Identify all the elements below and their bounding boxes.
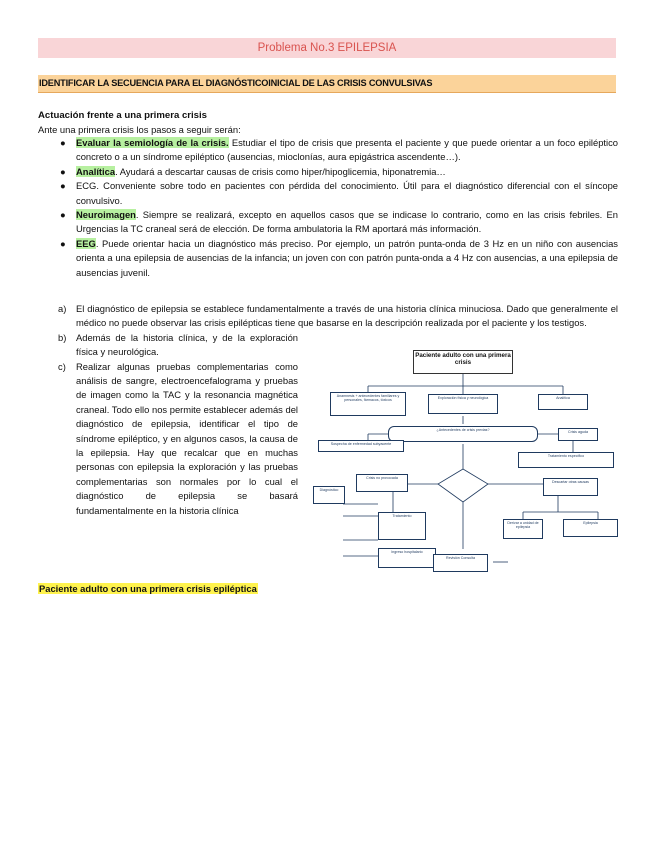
- step-key: Evaluar la semiología de la crisis.: [76, 137, 229, 148]
- flow-box-revision: Revisión Consulta: [433, 554, 488, 572]
- flow-box-crisis-aguda: Crisis aguda: [558, 428, 598, 441]
- list-item: [38, 136, 618, 165]
- step-text: . Ayudará a descartar causas de crisis como hiper/hipoglicemia, hiponatremia…: [115, 165, 446, 177]
- step-text: ECG. Conveniente sobre todo en pacientes con pérdida del conocimiento. Útil para el diagnóstico diferencial con el síncope convulsivo.: [76, 180, 618, 206]
- flow-box-ingreso: Ingreso hospitalario: [378, 548, 436, 568]
- step-key: Analítica: [76, 165, 116, 177]
- list-item: [38, 165, 618, 179]
- subsection-heading: Actuación frente a una primera crisis: [38, 110, 208, 121]
- step-text: . Puede orientar hacia un diagnóstico más preciso. Por ejemplo, un patrón punta-onda de 3 Hz en un niño con ausencias orienta a una epilepsia de ausencias de la infancia; un joven con con patrón punta-onda a 4 Hz con ausencias, a una epilepsia de ausencias juvenil.: [76, 237, 618, 278]
- flow-box-crisis-no-provocada: Crisis no provocada: [356, 474, 408, 492]
- step-text: Estudiar el tipo de crisis que presenta el paciente y que puede orientar a un foco epiléptico concreto o a un síndrome epiléptico (ausencias, mioclonías, aura epigástrica ascendente…).: [76, 137, 618, 163]
- flow-box-epilepsia: Epilepsia: [563, 519, 618, 537]
- list-item: [38, 208, 618, 237]
- step-text: . Siempre se realizará, excepto en aquellos casos que se indicase lo contrario, como en las crisis febriles. En Urgencias la TC craneal será de elección. De forma ambulatoria la RM aportará más información.: [76, 209, 618, 235]
- item-marker: a): [58, 303, 67, 314]
- flow-box-tratamiento: Tratamiento: [378, 512, 426, 540]
- step-key: EEG: [76, 237, 96, 249]
- list-item: [38, 179, 618, 208]
- item-marker: b): [58, 331, 67, 343]
- item-text: Además de la historia clínica, y de la exploración física y neurológica.: [76, 331, 298, 358]
- flow-box-analitica: Analítica: [538, 394, 588, 410]
- bullet-icon: ●: [60, 137, 66, 148]
- step-key: Neuroimagen: [76, 209, 136, 221]
- item-marker: c): [58, 360, 66, 372]
- bullet-icon: ●: [60, 180, 66, 192]
- item-text: El diagnóstico de epilepsia se establece fundamentalmente a través de una historia clínica minuciosa. Dado que generalmente el médico no puede observar las crisis epilépticas tiene que basarse en la descripción realizada por el paciente y los testigos.: [76, 303, 618, 329]
- bullet-icon: ●: [60, 237, 66, 249]
- flow-box-diagnostico: Diagnóstico: [313, 486, 345, 504]
- subheading-highlight: Paciente adulto con una primera crisis epiléptica: [39, 583, 257, 594]
- intro-text: Ante una primera crisis los pasos a seguir serán:: [38, 124, 241, 135]
- flow-box-anamnesis: Anamnesis + antecedentes familiares y personales, fármacos, tóxicos: [330, 392, 406, 416]
- flowchart-title: Paciente adulto con una primera crisis: [413, 350, 513, 374]
- steps-list: [38, 136, 618, 280]
- section-heading-text: IDENTIFICAR LA SECUENCIA PARA EL DIAGNÓSTICOINICIAL DE LAS CRISIS CONVULSIVAS: [39, 78, 433, 88]
- section-heading: [38, 75, 616, 93]
- flow-box-antecedentes: ¿Antecedentes de crisis previas?: [388, 426, 538, 442]
- bullet-icon: ●: [60, 165, 66, 177]
- flow-box-descartar: Descartar otras causas: [543, 478, 598, 496]
- flow-box-derivar: Derivar a unidad de epilepsia: [503, 519, 543, 539]
- list-item: [38, 237, 618, 280]
- list-item: [38, 360, 298, 518]
- flow-box-sospecha: Sospecha de enfermedad subyacente: [318, 440, 404, 452]
- list-item: [38, 302, 618, 331]
- flow-box-exploracion: Exploración física y neurológica: [428, 394, 498, 414]
- flow-box-tratamiento-especifico: Tratamiento específico: [518, 452, 614, 468]
- bullet-icon: ●: [60, 209, 66, 221]
- list-item: [38, 331, 298, 360]
- diagnostic-flowchart: [308, 344, 618, 584]
- item-text: Realizar algunas pruebas complementarias como análisis de sangre, electroencefalograma y pruebas de imagen como la TAC y la resonancia magnética craneal. Todo ello nos permite establecer además del diagnóstico de epilepsia, identificar el tipo de síndrome epiléptico, y en algunos casos, la causa de la epilepsia. Hay que recalcar que en muchas personas con epilepsia la exploración y las pruebas complementarias son normales por lo cual el diagnóstico de epilepsia se basará fundamentalmente en la historia clínica: [76, 360, 298, 516]
- page-title: Problema No.3 EPILEPSIA: [38, 38, 616, 58]
